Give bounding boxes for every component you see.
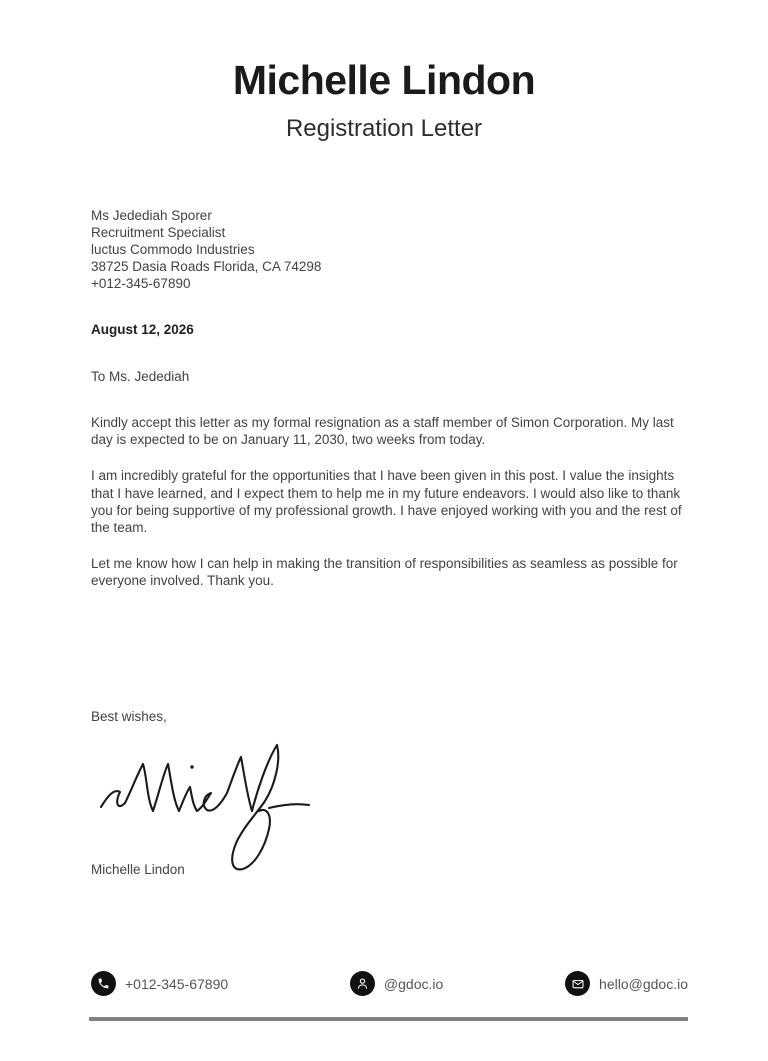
signer-name: Michelle Lindon <box>91 862 185 877</box>
recipient-role: Recruitment Specialist <box>91 225 226 240</box>
letter-body <box>91 414 691 609</box>
contact-handle <box>350 971 443 996</box>
email-text: hello@gdoc.io <box>599 975 688 992</box>
recipient-name: Ms Jedediah Sporer <box>91 208 212 223</box>
person-icon <box>350 971 375 996</box>
envelope-icon <box>565 971 590 996</box>
page-subtitle: Registration Letter <box>285 115 483 142</box>
contact-email <box>565 971 688 996</box>
recipient-address: 38725 Dasia Roads Florida, CA 74298 <box>91 259 322 274</box>
paragraph-3: Let me know how I can help in making the transition of responsibilities as seamless as possible for everyone involved. Thank you. <box>91 556 678 589</box>
paragraph-1: Kindly accept this letter as my formal resignation as a staff member of Simon Corporation. My last day is expected to be on January 11, 2030, two weeks from today. <box>91 415 674 448</box>
letter-date: August 12, 2026 <box>91 322 194 337</box>
handle-text: @gdoc.io <box>383 975 444 992</box>
recipient-company: luctus Commodo Industries <box>91 242 255 257</box>
recipient-phone: +012-345-67890 <box>91 276 191 291</box>
paragraph-2: I am incredibly grateful for the opportunities that I have been given in this post. I value the insights that I have learned, and I expect them to help me in my future endeavors. I would also like to thank you for being supportive of my professional growth. I have enjoyed working with you and the rest of the team. <box>91 468 682 536</box>
page-title: Michelle Lindon <box>232 57 536 103</box>
salutation: To Ms. Jedediah <box>91 369 190 384</box>
phone-icon <box>91 971 116 996</box>
contact-footer <box>91 971 688 996</box>
phone-number-text: +012-345-67890 <box>125 975 229 992</box>
recipient-block <box>91 207 321 292</box>
contact-phone <box>91 971 228 996</box>
closing-phrase: Best wishes, <box>91 709 167 724</box>
signature-image <box>91 741 323 877</box>
footer-divider-bar <box>89 1017 688 1021</box>
